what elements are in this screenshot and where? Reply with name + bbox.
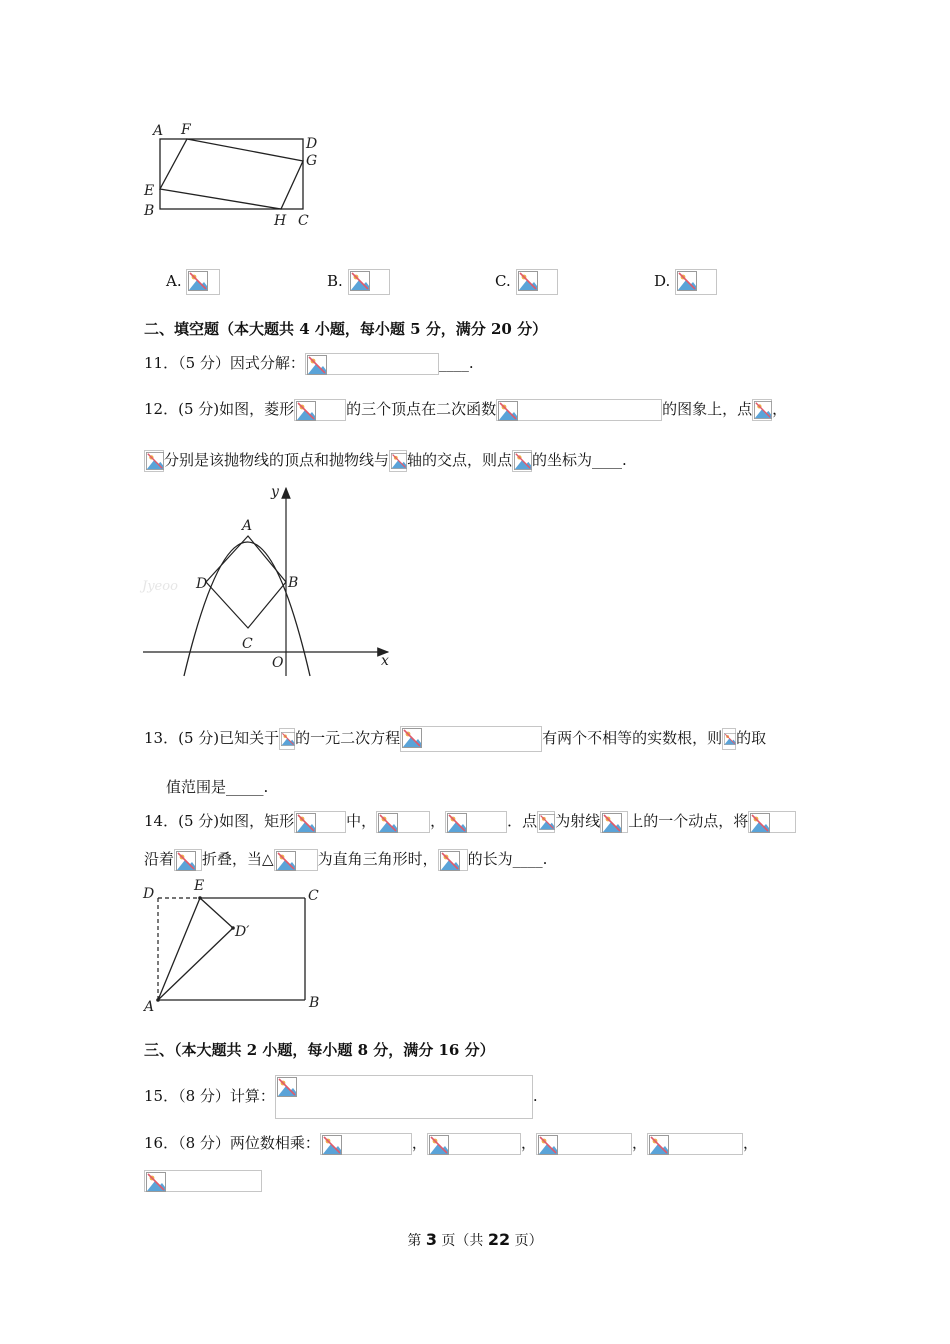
- label-B: B: [144, 203, 155, 219]
- option-b-label: B.: [327, 272, 343, 290]
- label-G: G: [306, 153, 318, 169]
- broken-image-icon: [600, 811, 628, 833]
- broken-image-icon: [174, 849, 202, 871]
- broken-image-icon: [537, 811, 555, 833]
- section-2-header: 二、填空题（本大题共 4 小题，每小题 5 分，满分 20 分）: [144, 320, 548, 338]
- question-14-line-2: [144, 848, 547, 871]
- q14-text: 折叠，当△: [202, 850, 274, 868]
- q13-text: 有两个不相等的实数根，则: [542, 729, 723, 747]
- label-O: O: [272, 655, 284, 671]
- broken-image-icon: [400, 726, 542, 752]
- q13-text: 的取: [736, 729, 767, 747]
- label-E: E: [194, 878, 205, 894]
- label-D-prime: D′: [235, 924, 250, 940]
- broken-image-icon: [647, 1133, 743, 1155]
- q15-end: .: [532, 1087, 538, 1105]
- q11-number: 11．: [144, 354, 179, 372]
- broken-image-icon: [536, 1133, 632, 1155]
- label-y: y: [271, 484, 279, 500]
- q14-text: ，: [430, 812, 446, 830]
- label-C: C: [308, 888, 319, 904]
- label-C: C: [242, 636, 253, 652]
- broken-image-icon: [496, 399, 662, 421]
- question-12-line-1: [144, 398, 787, 421]
- broken-image-icon: [516, 269, 558, 295]
- broken-image-icon: [427, 1133, 521, 1155]
- option-a-label: A.: [166, 272, 182, 290]
- q15-score: （8 分）: [178, 1087, 230, 1105]
- broken-image-icon: [279, 728, 295, 750]
- broken-image-icon: [438, 849, 468, 871]
- figure-rect-fold: [138, 876, 328, 1016]
- q13-text: 的一元二次方程: [295, 729, 401, 747]
- q12-text: 的坐标为____.: [532, 451, 627, 469]
- broken-image-icon: [144, 450, 164, 472]
- q14-text: ．点: [507, 812, 538, 830]
- q14-text: 沿着: [144, 850, 175, 868]
- section-3-header: 三、（本大题共 2 小题，每小题 8 分，满分 16 分）: [144, 1041, 495, 1059]
- broken-image-icon: [320, 1133, 412, 1155]
- label-D: D: [143, 886, 155, 902]
- footer-text: 页）: [510, 1233, 543, 1249]
- broken-image-icon: [512, 450, 532, 472]
- broken-image-icon: [348, 269, 390, 295]
- label-D: D: [196, 576, 208, 592]
- watermark: Jyeoo: [142, 579, 178, 594]
- figure-parabola-rhombus: [138, 478, 400, 683]
- broken-image-icon: [752, 399, 772, 421]
- broken-image-icon: [294, 399, 346, 421]
- q15-number: 15．: [144, 1087, 179, 1105]
- label-H: H: [274, 213, 287, 229]
- q14-text: 上的一个动点，将: [628, 812, 749, 830]
- question-11: [144, 352, 474, 375]
- broken-image-icon: [445, 811, 507, 833]
- q16-separator: ，: [520, 1134, 536, 1152]
- label-C: C: [298, 213, 309, 229]
- footer-text: 页（共: [436, 1233, 488, 1249]
- question-16-line-2: [144, 1169, 262, 1192]
- q12-text: 分别是该抛物线的顶点和抛物线与: [164, 451, 390, 469]
- q16-text: 两位数相乘：: [229, 1134, 320, 1152]
- broken-image-icon: [675, 269, 717, 295]
- question-16-line-1: [144, 1132, 758, 1155]
- label-D: D: [306, 136, 318, 152]
- q14-text: 的长为____.: [467, 850, 548, 868]
- question-15: [144, 1074, 538, 1119]
- label-A: A: [144, 999, 155, 1015]
- broken-image-icon: [748, 811, 796, 833]
- q11-score: （5 分）: [178, 354, 230, 372]
- q14-text: 为直角三角形时，: [317, 850, 438, 868]
- q16-number: 16．: [144, 1134, 179, 1152]
- broken-image-icon: [294, 811, 346, 833]
- question-14-line-1: [144, 810, 796, 833]
- option-d[interactable]: [654, 268, 717, 295]
- label-A: A: [242, 518, 253, 534]
- broken-image-icon: [376, 811, 430, 833]
- broken-image-icon: [274, 849, 318, 871]
- option-c[interactable]: [495, 268, 558, 295]
- label-F: F: [181, 122, 191, 138]
- q14-number: 14．: [144, 812, 179, 830]
- question-13-line-1: [144, 726, 766, 752]
- broken-image-icon: [275, 1075, 533, 1119]
- q15-text: 计算：: [229, 1087, 275, 1105]
- q12-score: (5 分): [178, 400, 220, 418]
- broken-image-icon: [144, 1170, 262, 1192]
- question-12-line-2: [144, 449, 627, 472]
- q12-text: ，: [772, 400, 788, 418]
- q16-separator: ，: [742, 1134, 758, 1152]
- label-B: B: [309, 995, 320, 1011]
- q16-score: （8 分）: [178, 1134, 230, 1152]
- page-footer: [0, 1230, 950, 1250]
- q12-number: 12．: [144, 400, 179, 418]
- current-page: 3: [425, 1230, 437, 1249]
- q13-number: 13．: [144, 729, 179, 747]
- label-B: B: [288, 575, 299, 591]
- q12-text: 的三个顶点在二次函数: [346, 400, 497, 418]
- q14-text: 中，: [346, 812, 377, 830]
- q12-text: 轴的交点，则点: [407, 451, 513, 469]
- q11-text: 因式分解：: [229, 354, 305, 372]
- broken-image-icon: [722, 728, 736, 750]
- option-c-label: C.: [495, 272, 511, 290]
- q14-score: (5 分): [178, 812, 220, 830]
- label-E: E: [144, 183, 155, 199]
- question-13-line-2: 值范围是_____.: [166, 778, 269, 796]
- q13-text: 已知关于: [219, 729, 280, 747]
- broken-image-icon: [389, 450, 407, 472]
- option-b[interactable]: [327, 268, 390, 295]
- label-x: x: [381, 653, 389, 669]
- broken-image-icon: [305, 353, 439, 375]
- total-pages: 22: [487, 1230, 511, 1249]
- q16-separator: ，: [631, 1134, 647, 1152]
- footer-text: 第: [407, 1233, 426, 1249]
- q16-separator: ，: [411, 1134, 427, 1152]
- q12-text: 的图象上，点: [662, 400, 753, 418]
- q12-text: 如图，菱形: [219, 400, 295, 418]
- q14-text: 为射线: [555, 812, 601, 830]
- option-d-label: D.: [654, 272, 671, 290]
- option-a[interactable]: [166, 268, 220, 295]
- broken-image-icon: [186, 269, 220, 295]
- q11-blank: ____.: [438, 354, 474, 372]
- q14-text: 如图，矩形: [219, 812, 295, 830]
- q13-score: (5 分): [178, 729, 220, 747]
- figure-rect-efgh: [138, 118, 328, 233]
- label-A: A: [153, 123, 164, 139]
